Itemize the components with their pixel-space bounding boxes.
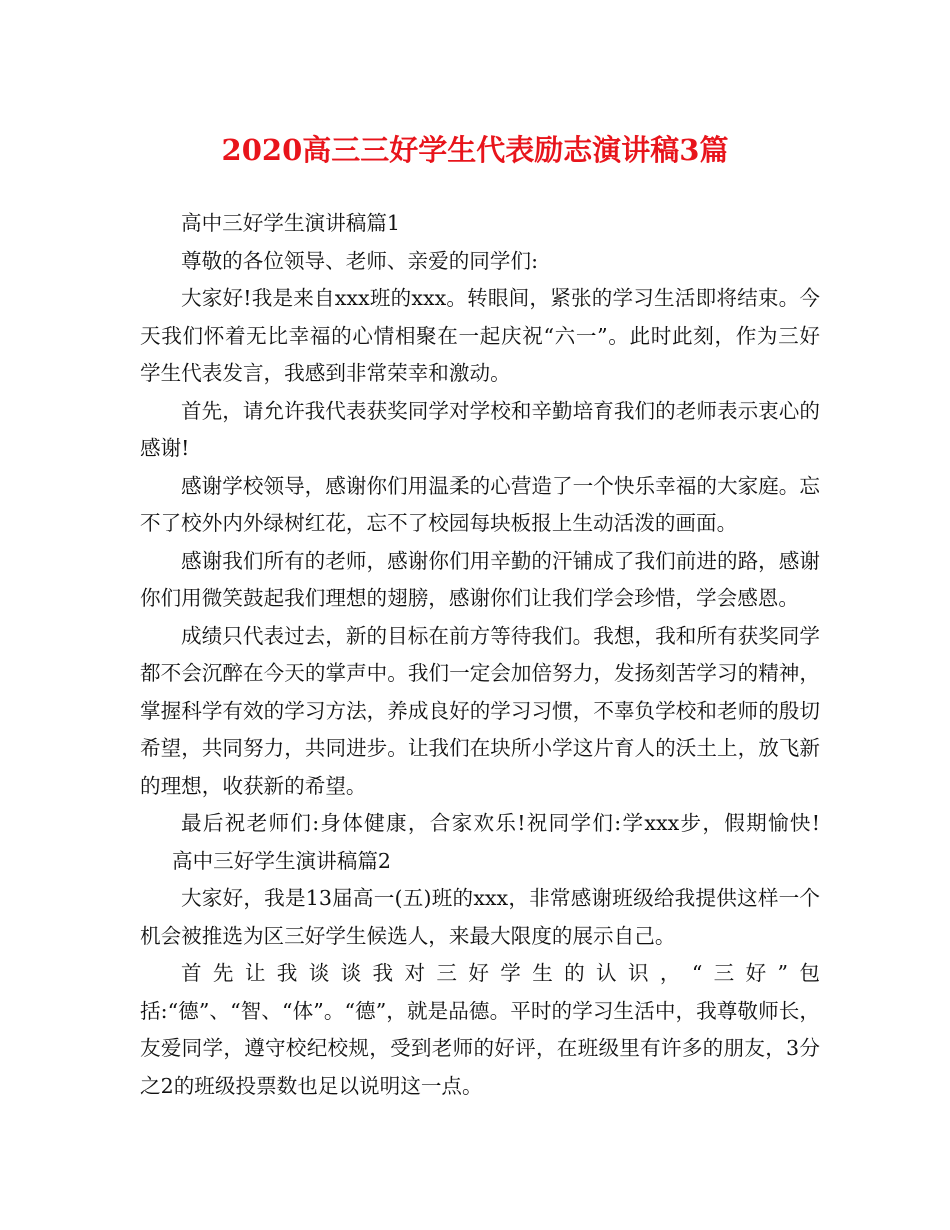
paragraph: 首先，请允许我代表获奖同学对学校和辛勤培育我们的老师表示衷心的感谢! — [140, 398, 820, 460]
closing-paragraph — [140, 805, 820, 880]
section-heading-1: 高中三好学生演讲稿篇1 — [181, 211, 401, 235]
paragraph: 感谢学校领导，感谢你们用温柔的心营造了一个快乐幸福的大家庭。忘不了校外内外绿树红花，忘不了校园每块板报上生动活泼的画面。 — [140, 473, 820, 535]
document-body — [140, 205, 820, 1105]
document-title: 2020高三三好学生代表励志演讲稿3篇 — [221, 133, 729, 167]
paragraph: 成绩只代表过去，新的目标在前方等待我们。我想，我和所有获奖同学都不会沉醉在今天的掌声中。我们一定会加倍努力，发扬刻苦学习的精神，掌握科学有效的学习方法，养成良好的学习习惯，不辜负学校和老师的殷切希望，共同努力，共同进步。让我们在块所小学这片育人的沃土上，放飞新的理想，收获新的希望。 — [140, 623, 820, 798]
closing-text: 最后祝老师们:身体健康，合家欢乐!祝同学们:学xxx步，假期愉快! — [181, 811, 820, 835]
section-heading-2: 高中三好学生演讲稿篇2 — [172, 848, 392, 873]
paragraph: 感谢我们所有的老师，感谢你们用辛勤的汗铺成了我们前进的路，感谢你们用微笑鼓起我们理想的翅膀，感谢你们让我们学会珍惜，学会感恩。 — [140, 548, 820, 610]
salutation: 尊敬的各位领导、老师、亲爱的同学们: — [181, 248, 539, 273]
paragraph: 大家好!我是来自xxx班的xxx。转眼间，紧张的学习生活即将结束。今天我们怀着无比幸福的心情相聚在一起庆祝“六一”。此时此刻，作为三好学生代表发言，我感到非常荣幸和激动。 — [140, 286, 820, 385]
paragraph: 大家好，我是13届高一(五)班的xxx，非常感谢班级给我提供这样一个机会被推选为区三好学生候选人，来最大限度的展示自己。 — [140, 886, 820, 948]
paragraph: 首先让我谈谈我对三好学生的认识，“三好”包括:“德”、“智、“体”。“德”，就是品德。平时的学习生活中，我尊敬师长，友爱同学，遵守校纪校规，受到老师的好评，在班级里有许多的朋友，3分之2的班级投票数也足以说明这一点。 — [140, 961, 820, 1098]
